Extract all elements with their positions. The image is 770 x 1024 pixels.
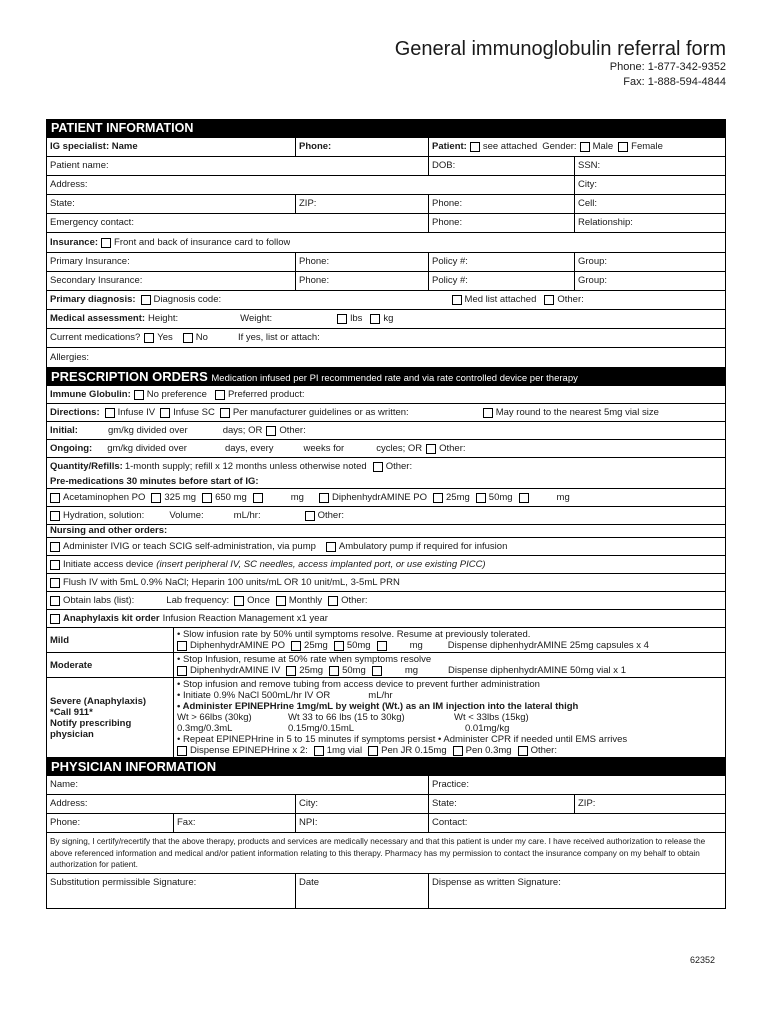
dose-33-to-66: 0.15mg/0.15mL <box>288 723 355 735</box>
hydration-checkbox[interactable] <box>50 511 60 521</box>
dispense-as-written-signature-field[interactable]: Dispense as written Signature: <box>428 874 725 908</box>
disclaimer-text: By signing, I certify/recertify that the above therapy, products and services are medically necessary and that this patient is under my care. I have received authorization to release the above referenced information and medical and/or patient information relating to this therapy. Pharmacy has my permission to contact the insurance company on my behalf to obtain authorization for patient. <box>47 833 725 874</box>
physician-contact-field[interactable]: Contact: <box>428 814 725 832</box>
insurance-card-checkbox[interactable] <box>101 238 111 248</box>
hydration-other-label: Other: <box>317 509 344 521</box>
row-directions <box>47 404 725 422</box>
round-vial-label: May round to the nearest 5mg vial size <box>495 406 659 418</box>
round-vial-checkbox[interactable] <box>483 408 493 418</box>
phone-field[interactable]: Phone: <box>428 195 574 213</box>
row-physician-phone <box>47 814 725 833</box>
immune-globulin-label: Immune Globulin: <box>50 388 131 400</box>
mild-25mg-label: 25mg <box>304 640 328 652</box>
primary-insurance-field[interactable]: Primary Insurance: <box>50 255 130 267</box>
physician-label: physician <box>50 728 94 740</box>
no-preference-label: No preference <box>146 388 207 400</box>
labs-once-checkbox[interactable] <box>234 596 244 606</box>
quantity-refills-text: 1-month supply; refill x 12 months unless otherwise noted <box>124 461 367 473</box>
diagnosis-code-label: Diagnosis code: <box>153 293 222 305</box>
epi-vial-label: 1mg vial <box>326 745 363 757</box>
epi-pen-jr-checkbox[interactable] <box>368 746 378 756</box>
initiate-access-checkbox[interactable] <box>50 560 60 570</box>
state-field[interactable]: State: <box>50 198 75 210</box>
severe-stop-instruction: • Stop infusion and remove tubing from access device to prevent further administration <box>177 679 540 691</box>
secondary-policy-field[interactable]: Policy #: <box>428 272 574 290</box>
labs-once-label: Once <box>247 594 270 606</box>
row-nursing-header <box>47 525 725 538</box>
premedications-label: Pre-medications 30 minutes before start of IG: <box>50 476 259 488</box>
meds-no-checkbox[interactable] <box>183 333 193 343</box>
row-physician-name <box>47 776 725 795</box>
mild-50mg-label: 50mg <box>346 640 371 652</box>
allergies-field[interactable]: Allergies: <box>50 351 90 363</box>
row-allergies <box>47 348 725 367</box>
row-premed <box>47 489 725 507</box>
dose-over-66: 0.3mg/0.3mL <box>177 723 233 735</box>
nursing-orders-label: Nursing and other orders: <box>50 525 168 537</box>
weight-label: Weight: <box>240 312 273 324</box>
volume-label: Volume: <box>169 509 204 521</box>
male-checkbox[interactable] <box>580 142 590 152</box>
epi-other-checkbox[interactable] <box>518 746 528 756</box>
epi-vial-checkbox[interactable] <box>314 746 324 756</box>
practice-field[interactable]: Practice: <box>428 776 725 794</box>
insurance-label: Insurance: <box>50 236 99 248</box>
call-911-label: *Call 911* <box>50 706 93 718</box>
mild-50mg-checkbox[interactable] <box>334 641 344 651</box>
infuse-iv-checkbox[interactable] <box>105 408 115 418</box>
diphen-50-label: 50mg <box>488 491 513 503</box>
initial-gmkg-label: gm/kg divided over <box>107 424 188 436</box>
row-ig-specialist <box>47 138 725 157</box>
row-patient-name <box>47 157 725 176</box>
mild-instruction: • Slow infusion rate by 50% until symptoms resolve. Resume at previously tolerated. <box>177 629 531 641</box>
ig-specialist-field[interactable]: IG specialist: Name <box>50 141 138 153</box>
prescription-section-subtitle: Medication infused per PI recommended rate and via rate controlled device per therapy <box>211 373 578 385</box>
diagnosis-code-checkbox[interactable] <box>141 295 151 305</box>
moderate-50mg-checkbox[interactable] <box>329 666 339 676</box>
severe-mlhr-label: mL/hr <box>368 690 393 702</box>
prescription-section-header <box>47 367 725 386</box>
see-attached-label: see attached <box>482 141 538 153</box>
male-label: Male <box>592 141 614 153</box>
labs-other-label: Other: <box>341 594 368 606</box>
diagnosis-other-checkbox[interactable] <box>544 295 554 305</box>
row-state <box>47 195 725 214</box>
quantity-refills-label: Quantity/Refills: <box>50 461 123 473</box>
moderate-custom-checkbox[interactable] <box>372 666 382 676</box>
row-quantity <box>47 458 725 476</box>
header-phone: Phone: 1-877-342-9352 <box>609 61 726 73</box>
patient-label: Patient: <box>432 141 467 153</box>
labs-other-checkbox[interactable] <box>328 596 338 606</box>
acet-325-label: 325 mg <box>164 491 197 503</box>
ambulatory-pump-checkbox[interactable] <box>326 542 336 552</box>
acet-custom-checkbox[interactable] <box>253 493 263 503</box>
row-admin-ivig <box>47 538 725 556</box>
epi-pen-checkbox[interactable] <box>453 746 463 756</box>
directions-label: Directions: <box>50 406 100 418</box>
physician-npi-field[interactable]: NPI: <box>295 814 428 832</box>
infuse-iv-label: Infuse IV <box>117 406 156 418</box>
acetaminophen-checkbox[interactable] <box>50 493 60 503</box>
physician-fax-field[interactable]: Fax: <box>173 814 295 832</box>
no-preference-checkbox[interactable] <box>134 390 144 400</box>
form-header <box>380 38 726 90</box>
notify-label: Notify prescribing <box>50 717 132 729</box>
current-meds-label: Current medications? <box>50 331 141 343</box>
patient-name-field[interactable]: Patient name: <box>50 160 109 172</box>
acet-325-checkbox[interactable] <box>151 493 161 503</box>
diphen-25-label: 25mg <box>446 491 470 503</box>
ongoing-gmkg-label: gm/kg divided over <box>107 442 187 454</box>
emergency-contact-field[interactable]: Emergency contact: <box>50 217 134 229</box>
administer-ivig-checkbox[interactable] <box>50 542 60 552</box>
mild-diphen-checkbox[interactable] <box>177 641 187 651</box>
patient-section-header: PATIENT INFORMATION <box>47 119 725 138</box>
gender-label: Gender: <box>542 141 577 153</box>
quantity-other-checkbox[interactable] <box>373 462 383 472</box>
zip-field[interactable]: ZIP: <box>295 195 428 213</box>
acet-mg-label: mg <box>290 491 304 503</box>
ongoing-label: Ongoing: <box>50 442 93 454</box>
mild-mg-label: mg <box>409 640 423 652</box>
diphenhydramine-checkbox[interactable] <box>319 493 329 503</box>
ml-hr-label: mL/hr: <box>233 509 261 521</box>
diagnosis-other-label: Other: <box>557 293 584 305</box>
moderate-diphen-label: DiphenhydrAMINE IV <box>190 665 281 677</box>
meds-yes-checkbox[interactable] <box>144 333 154 343</box>
height-label: Height: <box>148 312 179 324</box>
physician-state-field[interactable]: State: <box>428 795 574 813</box>
mild-custom-checkbox[interactable] <box>377 641 387 651</box>
row-physician-address <box>47 795 725 814</box>
ongoing-other-label: Other: <box>439 442 466 454</box>
row-medical-assessment <box>47 310 725 329</box>
initial-days-label: days; OR <box>222 424 263 436</box>
preferred-product-label: Preferred product: <box>227 388 305 400</box>
moderate-instruction: • Stop Infusion, resume at 50% rate when symptoms resolve <box>177 654 432 666</box>
substitution-signature-field[interactable]: Substitution permissible Signature: <box>50 877 197 889</box>
physician-phone-field[interactable]: Phone: <box>50 817 81 829</box>
header-fax: Fax: 1-888-594-4844 <box>623 76 726 88</box>
diphen-50-checkbox[interactable] <box>476 493 486 503</box>
ongoing-other-checkbox[interactable] <box>426 444 436 454</box>
row-secondary-insurance <box>47 272 725 291</box>
relationship-field[interactable]: Relationship: <box>574 214 725 232</box>
reaction-severe-row <box>47 678 725 757</box>
primary-ins-phone-field[interactable]: Phone: <box>295 253 428 271</box>
kg-checkbox[interactable] <box>370 314 380 324</box>
row-current-medications <box>47 329 725 348</box>
lbs-label: lbs <box>350 312 363 324</box>
dispense-epi-label: Dispense EPINEPHrine x 2: <box>190 745 308 757</box>
severe-epinephrine-instruction: • Administer EPINEPHrine 1mg/mL by weight (Wt.) as an IM injection into the lateral thigh <box>177 701 579 713</box>
severe-nacl-instruction: • Initiate 0.9% NaCl 500mL/hr IV OR <box>177 690 331 702</box>
severe-label: Severe (Anaphylaxis) <box>50 695 147 707</box>
form-code: 62352 <box>690 955 716 965</box>
row-init-access <box>47 556 725 574</box>
see-attached-checkbox[interactable] <box>470 142 480 152</box>
weight-over-66: Wt > 66lbs (30kg) <box>177 712 252 724</box>
initial-other-label: Other: <box>279 424 306 436</box>
epi-pen-label: Pen 0.3mg <box>465 745 512 757</box>
ongoing-weeks-label: weeks for <box>303 442 345 454</box>
per-manufacturer-checkbox[interactable] <box>220 408 230 418</box>
dob-field[interactable]: DOB: <box>428 157 574 175</box>
acetaminophen-label: Acetaminophen PO <box>63 491 146 503</box>
moderate-diphen-checkbox[interactable] <box>177 666 187 676</box>
physician-zip-field[interactable]: ZIP: <box>574 795 725 813</box>
labs-monthly-label: Monthly <box>288 594 323 606</box>
row-labs <box>47 592 725 610</box>
cell-field[interactable]: Cell: <box>574 195 725 213</box>
row-flush <box>47 574 725 592</box>
labs-monthly-checkbox[interactable] <box>276 596 286 606</box>
female-checkbox[interactable] <box>618 142 628 152</box>
severe-repeat-instruction: • Repeat EPINEPHrine in 5 to 15 minutes if symptoms persist • Administer CPR if needed until EMS arrives <box>177 734 628 746</box>
quantity-other-label: Other: <box>385 461 413 473</box>
infuse-sc-label: Infuse SC <box>173 406 215 418</box>
dispense-epi-checkbox[interactable] <box>177 746 187 756</box>
moderate-label: Moderate <box>47 653 174 677</box>
hydration-label: Hydration, solution: <box>63 509 145 521</box>
initial-label: Initial: <box>50 424 78 436</box>
weight-33-to-66: Wt 33 to 66 lbs (15 to 30kg) <box>288 712 405 724</box>
secondary-insurance-field[interactable]: Secondary Insurance: <box>50 274 143 286</box>
insurance-card-label: Front and back of insurance card to follow <box>114 236 291 248</box>
moderate-25mg-label: 25mg <box>299 665 324 677</box>
ssn-field[interactable]: SSN: <box>574 157 725 175</box>
ongoing-days-label: days, every <box>224 442 274 454</box>
row-premed-header <box>47 476 725 489</box>
initiate-access-detail: (insert peripheral IV, SC needles, access implanted port, or use existing PICC) <box>156 558 486 570</box>
primary-diagnosis-label: Primary diagnosis: <box>50 293 136 305</box>
moderate-mg-label: mg <box>404 665 419 677</box>
reaction-mild-row <box>47 628 725 653</box>
row-ongoing <box>47 440 725 458</box>
row-hydration <box>47 507 725 525</box>
acet-650-label: 650 mg <box>215 491 247 503</box>
specialist-phone-field[interactable]: Phone: <box>295 138 428 156</box>
address-field[interactable]: Address: <box>50 179 88 191</box>
moderate-25mg-checkbox[interactable] <box>286 666 296 676</box>
flush-label: Flush IV with 5mL 0.9% NaCl; Heparin 100 units/mL OR 10 unit/mL, 3-5mL PRN <box>63 576 400 588</box>
diphenhydramine-label: DiphenhydrAMINE PO <box>331 491 428 503</box>
ambulatory-pump-label: Ambulatory pump if required for infusion <box>338 540 508 552</box>
row-address <box>47 176 725 195</box>
row-initial <box>47 422 725 440</box>
row-diagnosis <box>47 291 725 310</box>
epi-other-label: Other: <box>530 745 557 757</box>
initiate-access-label: Initiate access device <box>63 558 154 570</box>
anaphylaxis-kit-label: Anaphylaxis kit order <box>63 612 160 624</box>
emergency-phone-field[interactable]: Phone: <box>428 214 574 232</box>
acet-650-checkbox[interactable] <box>202 493 212 503</box>
administer-ivig-label: Administer IVIG or teach SCIG self-administration, via pump <box>63 540 316 552</box>
preferred-product-checkbox[interactable] <box>215 390 225 400</box>
lab-frequency-label: Lab frequency: <box>166 594 230 606</box>
med-list-checkbox[interactable] <box>452 295 462 305</box>
med-list-label: Med list attached <box>464 293 537 305</box>
form-title: General immunoglobulin referral form <box>394 38 726 60</box>
mild-25mg-checkbox[interactable] <box>291 641 301 651</box>
mild-dispense-label: Dispense diphenhydrAMINE 25mg capsules x 4 <box>447 640 649 652</box>
diphen-custom-checkbox[interactable] <box>519 493 529 503</box>
secondary-group-field[interactable]: Group: <box>574 272 725 290</box>
physician-address-field[interactable]: Address: <box>50 798 88 810</box>
secondary-ins-phone-field[interactable]: Phone: <box>295 272 428 290</box>
ongoing-cycles-label: cycles; OR <box>376 442 423 454</box>
mild-diphen-label: DiphenhydrAMINE PO <box>190 640 286 652</box>
medical-assessment-label: Medical assessment: <box>50 312 146 324</box>
row-signatures <box>47 874 725 908</box>
diphen-25-checkbox[interactable] <box>433 493 443 503</box>
mild-label: Mild <box>47 628 174 652</box>
diphen-mg-label: mg <box>556 491 570 503</box>
weight-under-33: Wt < 33lbs (15kg) <box>454 712 529 724</box>
row-immune-globulin <box>47 386 725 404</box>
initial-other-checkbox[interactable] <box>266 426 276 436</box>
female-label: Female <box>631 141 663 153</box>
moderate-dispense-label: Dispense diphenhydrAMINE 50mg vial x 1 <box>448 665 626 677</box>
physician-name-field[interactable]: Name: <box>50 779 78 791</box>
primary-policy-field[interactable]: Policy #: <box>428 253 574 271</box>
meds-no-label: No <box>195 331 208 343</box>
anaphylaxis-kit-text: Infusion Reaction Management x1 year <box>162 612 328 624</box>
row-emergency <box>47 214 725 233</box>
obtain-labs-label: Obtain labs (list): <box>63 594 135 606</box>
meds-yes-label: Yes <box>157 331 173 343</box>
infuse-sc-checkbox[interactable] <box>160 408 170 418</box>
referral-form <box>46 119 726 909</box>
dose-under-33: 0.01mg/kg <box>465 723 510 735</box>
primary-group-field[interactable]: Group: <box>574 253 725 271</box>
city-field[interactable]: City: <box>574 176 725 194</box>
row-anaphylaxis-kit <box>47 610 725 628</box>
physician-section-header: PHYSICIAN INFORMATION <box>47 757 725 776</box>
signature-date-field[interactable]: Date <box>295 874 428 908</box>
row-primary-insurance <box>47 253 725 272</box>
moderate-50mg-label: 50mg <box>342 665 366 677</box>
physician-city-field[interactable]: City: <box>295 795 428 813</box>
kg-label: kg <box>383 312 394 324</box>
lbs-checkbox[interactable] <box>337 314 347 324</box>
prescription-section-title: PRESCRIPTION ORDERS <box>51 369 208 385</box>
if-yes-label: If yes, list or attach: <box>237 331 320 343</box>
reaction-moderate-row <box>47 653 725 678</box>
flush-checkbox[interactable] <box>50 578 60 588</box>
hydration-other-checkbox[interactable] <box>305 511 315 521</box>
epi-pen-jr-label: Pen JR 0.15mg <box>381 745 447 757</box>
obtain-labs-checkbox[interactable] <box>50 596 60 606</box>
anaphylaxis-kit-checkbox[interactable] <box>50 614 60 624</box>
per-manufacturer-label: Per manufacturer guidelines or as written: <box>232 406 409 418</box>
row-insurance <box>47 233 725 252</box>
